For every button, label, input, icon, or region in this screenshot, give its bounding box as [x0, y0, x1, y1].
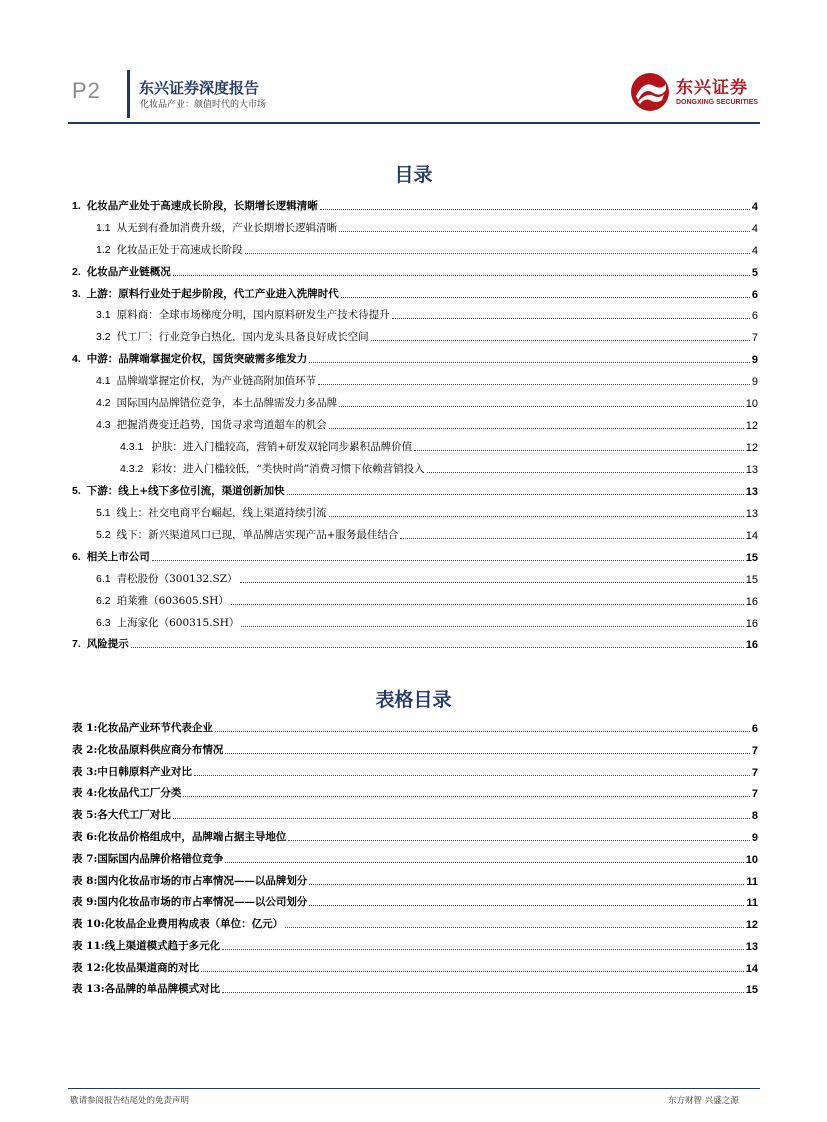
table-toc-entry-text: 表 7:国际国内品牌价格错位竞争 — [72, 853, 224, 865]
header-divider — [127, 70, 130, 118]
table-toc-entry[interactable] — [72, 938, 758, 953]
toc-entry[interactable] — [96, 395, 758, 410]
toc-entry[interactable] — [96, 307, 758, 322]
toc-leader — [309, 905, 744, 906]
toc-leader — [318, 384, 750, 385]
logo-name-en: DONGXING SECURITIES — [676, 99, 759, 106]
table-toc-entry-page: 7 — [751, 767, 758, 779]
footer-disclaimer: 敬请参阅报告结尾处的免责声明 — [70, 1096, 190, 1106]
toc-leader — [427, 472, 744, 473]
table-toc-entry[interactable] — [72, 785, 758, 800]
toc-leader — [222, 949, 744, 950]
table-toc-entry-text: 表 11:线上渠道模式趋于多元化 — [72, 940, 221, 952]
toc-entry-page: 9 — [751, 376, 758, 388]
table-toc-entry[interactable] — [72, 960, 758, 975]
toc-entry[interactable] — [72, 264, 758, 279]
table-toc-entry-page: 8 — [751, 810, 758, 822]
toc-entry-page: 5 — [751, 267, 758, 279]
toc-leader — [339, 231, 750, 232]
toc-entry-number: 1.2 — [96, 244, 111, 256]
table-toc-entry[interactable] — [72, 851, 758, 866]
toc-leader — [339, 406, 744, 407]
toc-entry-number: 6.2 — [96, 595, 111, 607]
table-toc-entry-text: 表 9:国内化妆品市场的市占率情况——以公司划分 — [72, 896, 308, 908]
toc-entry-number: 7. — [72, 638, 81, 650]
toc-entry-text: 护肤：进入门槛较高，营销+研发双轮同步累积品牌价值 — [151, 441, 413, 453]
toc-entry-page: 16 — [745, 618, 758, 630]
table-toc-entry[interactable] — [72, 764, 758, 779]
toc-entry[interactable] — [120, 461, 758, 476]
toc-entry[interactable] — [96, 329, 758, 344]
footer-slogan: 东方财智 兴盛之源 — [668, 1096, 739, 1106]
toc-entry-number: 4.3 — [96, 419, 111, 431]
toc-entry[interactable] — [72, 198, 758, 213]
table-toc-entry-text: 表 2:化妆品原料供应商分布情况 — [72, 744, 224, 756]
table-toc-entry-page: 15 — [745, 984, 758, 996]
toc-leader — [309, 884, 744, 885]
toc-entry[interactable] — [96, 242, 758, 257]
toc-entry-page: 4 — [751, 245, 758, 257]
table-toc-entry-text: 表 12:化妆品渠道商的对比 — [72, 962, 200, 974]
toc-entry-number: 6.1 — [96, 573, 111, 585]
toc-leader — [194, 775, 750, 776]
table-toc-entry-text: 表 13:各品牌的单品牌模式对比 — [72, 983, 221, 995]
toc-entry-text: 青松股份（300132.SZ） — [116, 573, 238, 585]
toc-entry-number: 4.2 — [96, 397, 111, 409]
toc-entry-number: 6.3 — [96, 617, 111, 629]
toc-entry-page: 15 — [745, 552, 758, 564]
toc-entry[interactable] — [96, 571, 758, 586]
toc-entry-page: 4 — [751, 201, 758, 213]
toc-entry-number: 4.3.1 — [120, 441, 144, 453]
toc-entry-page: 15 — [745, 574, 758, 586]
toc-entry-number: 5. — [72, 485, 81, 497]
toc-leader — [152, 560, 744, 561]
toc-entry-number: 4. — [72, 353, 81, 365]
header-rule — [68, 122, 760, 124]
toc-entry[interactable] — [72, 549, 758, 564]
toc-entry-page: 16 — [745, 596, 758, 608]
toc-entry[interactable] — [120, 439, 758, 454]
table-toc-entry[interactable] — [72, 742, 758, 757]
table-toc-entry-page: 9 — [751, 832, 758, 844]
toc-leader — [240, 582, 744, 583]
table-toc-entry[interactable] — [72, 720, 758, 735]
toc-entry-text: 代工厂：行业竞争白热化，国内龙头具备良好成长空间 — [116, 331, 369, 343]
toc-leader — [341, 297, 750, 298]
toc-entry-text: 相关上市公司 — [86, 551, 150, 563]
table-toc-entry-text: 表 8:国内化妆品市场的市占率情况——以品牌划分 — [72, 875, 308, 887]
toc-entry[interactable] — [96, 373, 758, 388]
table-toc-entry-page: 11 — [746, 897, 758, 909]
toc-entry-text: 线上：社交电商平台崛起，线上渠道持续引流 — [116, 507, 327, 519]
toc-entry-text: 化妆品产业链概况 — [86, 266, 171, 278]
toc-entry[interactable] — [96, 220, 758, 235]
toc-entry-page: 12 — [745, 442, 758, 454]
toc-leader — [173, 275, 750, 276]
report-subtitle: 化妆品产业：颜值时代的大市场 — [140, 100, 267, 110]
toc-entry[interactable] — [72, 483, 758, 498]
table-toc-entry-text: 表 3:中日韩原料产业对比 — [72, 766, 192, 778]
toc-entry-page: 6 — [751, 310, 758, 322]
toc-leader — [309, 362, 750, 363]
toc-entry-text: 风险提示 — [86, 638, 129, 650]
toc-entry-page: 16 — [745, 639, 758, 651]
toc-leader — [173, 818, 750, 819]
table-toc-entry[interactable] — [72, 981, 758, 996]
toc-entry-number: 3. — [72, 288, 81, 300]
toc-entry-number: 4.1 — [96, 375, 111, 387]
toc-leader — [231, 604, 744, 605]
toc-entry[interactable] — [96, 593, 758, 608]
toc-entry-text: 化妆品正处于高速成长阶段 — [116, 244, 243, 256]
toc-entry-text: 品牌端掌握定价权，为产业链高附加值环节 — [116, 375, 317, 387]
toc-entry-text: 把握消费变迁趋势，国货寻求弯道超车的机会 — [116, 419, 327, 431]
toc-entry[interactable] — [72, 286, 758, 301]
toc-entry-number: 6. — [72, 551, 81, 563]
toc-entry-page: 13 — [745, 508, 758, 520]
toc-entry[interactable] — [96, 615, 758, 630]
toc-entry-text: 珀莱雅（603605.SH） — [116, 595, 229, 607]
toc-entry[interactable] — [96, 417, 758, 432]
table-toc-entry-page: 14 — [745, 963, 758, 975]
table-toc-entry-text: 表 6:化妆品价格组成中，品牌端占据主导地位 — [72, 831, 287, 843]
table-toc-entry-page: 13 — [745, 941, 758, 953]
toc-leader — [400, 538, 743, 539]
toc-leader — [288, 840, 750, 841]
toc-entry[interactable] — [72, 351, 758, 366]
table-toc-entry-text: 表 10:化妆品企业费用构成表（单位：亿元） — [72, 918, 284, 930]
toc-leader — [285, 927, 744, 928]
toc-entry-text: 线下：新兴渠道风口已现，单品牌店实现产品+服务最佳结合 — [116, 529, 399, 541]
toc-entry-text: 彩妆：进入门槛较低，“类快时尚”消费习惯下依赖营销投入 — [151, 463, 425, 475]
toc-leader — [222, 992, 744, 993]
table-toc-title: 表格目录 — [375, 689, 452, 711]
toc-leader — [225, 753, 750, 754]
toc-entry-page: 7 — [751, 332, 758, 344]
table-toc-entry[interactable] — [72, 807, 758, 822]
table-toc-entry-page: 12 — [745, 919, 758, 931]
table-toc-entry[interactable] — [72, 829, 758, 844]
toc-leader — [215, 731, 750, 732]
page-number: P2 — [72, 78, 101, 103]
table-toc-entry[interactable] — [72, 916, 758, 931]
toc-entry-text: 中游：品牌端掌握定价权，国货突破需多维发力 — [86, 353, 308, 365]
toc-leader — [329, 516, 744, 517]
toc-entry-number: 3.1 — [96, 309, 111, 321]
toc-entry-page: 12 — [745, 420, 758, 432]
toc-leader — [320, 209, 750, 210]
toc-entry-text: 国际国内品牌错位竞争，本土品牌需发力多品牌 — [116, 397, 338, 409]
toc-entry-number: 1.1 — [96, 222, 111, 234]
table-toc-entry[interactable] — [72, 873, 758, 888]
toc-leader — [201, 971, 744, 972]
toc-entry-page: 10 — [745, 398, 758, 410]
toc-entry[interactable] — [72, 636, 758, 651]
toc-leader — [131, 647, 744, 648]
toc-entry-page: 9 — [751, 354, 758, 366]
footer-rule — [68, 1088, 760, 1089]
toc-title: 目录 — [394, 164, 433, 186]
table-toc-entry-page: 11 — [746, 876, 758, 888]
toc-leader — [225, 862, 743, 863]
toc-leader — [392, 318, 750, 319]
toc-entry[interactable] — [96, 505, 758, 520]
toc-entry-text: 上游：原料行业处于起步阶段，代工产业进入洗牌时代 — [86, 288, 339, 300]
toc-entry-text: 上海家化（600315.SH） — [116, 617, 240, 629]
toc-entry-page: 4 — [751, 223, 758, 235]
toc-entry[interactable] — [96, 527, 758, 542]
toc-entry-text: 原料商：全球市场梯度分明，国内原料研发生产技术待提升 — [116, 309, 390, 321]
toc-leader — [183, 796, 750, 797]
toc-entry-text: 化妆品产业处于高速成长阶段，长期增长逻辑清晰 — [86, 200, 318, 212]
toc-leader — [414, 450, 744, 451]
toc-leader — [245, 253, 750, 254]
table-toc-entry-page: 10 — [745, 854, 758, 866]
table-toc-entry-text: 表 5:各大代工厂对比 — [72, 809, 171, 821]
toc-entry-text: 下游：线上+线下多位引流，渠道创新加快 — [86, 485, 285, 497]
table-toc-entry[interactable] — [72, 894, 758, 909]
toc-entry-number: 5.2 — [96, 529, 111, 541]
toc-entry-text: 从无到有叠加消费升级，产业长期增长逻辑清晰 — [116, 222, 338, 234]
toc-entry-page: 13 — [745, 464, 758, 476]
toc-leader — [287, 494, 744, 495]
table-toc-entry-page: 7 — [751, 788, 758, 800]
toc-entry-number: 4.3.2 — [120, 463, 144, 475]
table-toc-entry-text: 表 1:化妆品产业环节代表企业 — [72, 722, 213, 734]
toc-entry-number: 2. — [72, 266, 81, 278]
table-toc-entry-text: 表 4:化妆品代工厂分类 — [72, 787, 182, 799]
toc-leader — [241, 626, 743, 627]
toc-entry-number: 1. — [72, 200, 81, 212]
table-toc-entry-page: 6 — [751, 723, 758, 735]
toc-entry-page: 14 — [745, 530, 758, 542]
toc-leader — [329, 428, 744, 429]
toc-entry-page: 6 — [751, 289, 758, 301]
toc-entry-number: 3.2 — [96, 331, 111, 343]
report-series-title: 东兴证券深度报告 — [139, 79, 260, 97]
logo-name-cn: 东兴证券 — [676, 78, 748, 98]
toc-entry-number: 5.1 — [96, 507, 111, 519]
toc-entry-page: 13 — [745, 486, 758, 498]
toc-leader — [371, 340, 750, 341]
table-toc-entry-page: 7 — [751, 745, 758, 757]
